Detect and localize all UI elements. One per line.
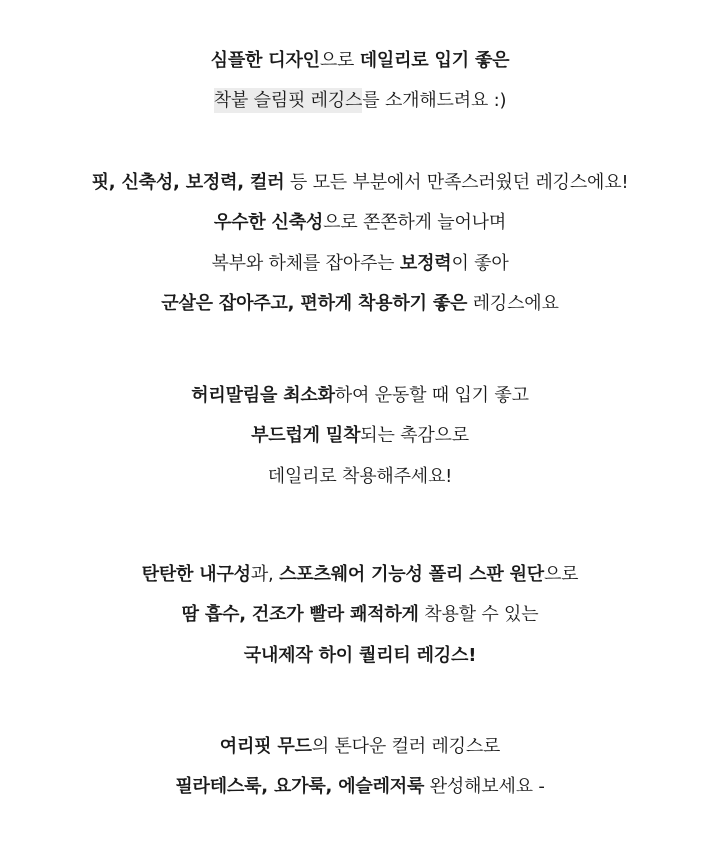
text: 등 모든 부분에서 만족스러웠던 레깅스에요!: [284, 172, 629, 193]
text: 의 톤다운 컬러 레깅스로: [311, 736, 501, 757]
text-line: [0, 603, 720, 627]
bold-text: 부드럽게 밀착: [251, 425, 361, 446]
text-line: [0, 775, 720, 799]
text-line: [0, 563, 720, 587]
bold-text: 여리핏 무드: [219, 736, 312, 757]
text: 과,: [250, 564, 280, 585]
text: 으로: [543, 564, 579, 585]
text-line: [0, 211, 720, 235]
bold-text: 보정력: [399, 253, 452, 274]
text-line: [0, 252, 720, 276]
text-line: [0, 424, 720, 448]
text: 데일리로 착용해주세요!: [267, 466, 453, 487]
text: 완성해보세요 -: [424, 776, 545, 797]
bold-text: 데일리로 입기 좋은: [359, 50, 510, 71]
text-line: [0, 384, 720, 408]
bold-text: 심플한 디자인: [210, 50, 320, 71]
text: 를 소개해드려요 :): [362, 90, 507, 111]
text: 되는 촉감으로: [360, 425, 469, 446]
bold-text: 군살은 잡아주고, 편하게 착용하기 좋은: [161, 293, 468, 314]
bold-text: 허리말림을 최소화: [191, 385, 335, 406]
bold-text: 우수한 신축성: [213, 212, 324, 233]
text-line: [0, 735, 720, 759]
text: 하여 운동할 때 입기 좋고: [334, 385, 529, 406]
bold-text: 스포츠웨어 기능성 폴리 스판 원단: [279, 564, 544, 585]
bold-text: 필라테스룩, 요가룩, 에슬레저룩: [175, 776, 425, 797]
text-line: [0, 171, 720, 195]
text: 으로: [319, 50, 360, 71]
bold-text: 핏, 신축성, 보정력, 컬러: [91, 172, 285, 193]
text: 복부와 하체를 잡아주는: [211, 253, 400, 274]
text: 착용할 수 있는: [418, 604, 539, 625]
bold-text: 탄탄한 내구성: [141, 564, 251, 585]
text-line: [0, 644, 720, 668]
text-line: [0, 292, 720, 316]
text: 레깅스에요: [467, 293, 559, 314]
text: 이 좋아: [451, 253, 509, 274]
bold-text: 국내제작 하이 퀄리티 레깅스!: [243, 645, 477, 666]
highlighted-text: 착붙 슬림핏 레깅스: [213, 90, 363, 111]
text-line: [0, 89, 720, 113]
text-line: [0, 49, 720, 73]
text-line: [0, 465, 720, 489]
text: 으로 쫀쫀하게 늘어나며: [323, 212, 507, 233]
bold-text: 땀 흡수, 건조가 빨라 쾌적하게: [181, 604, 419, 625]
